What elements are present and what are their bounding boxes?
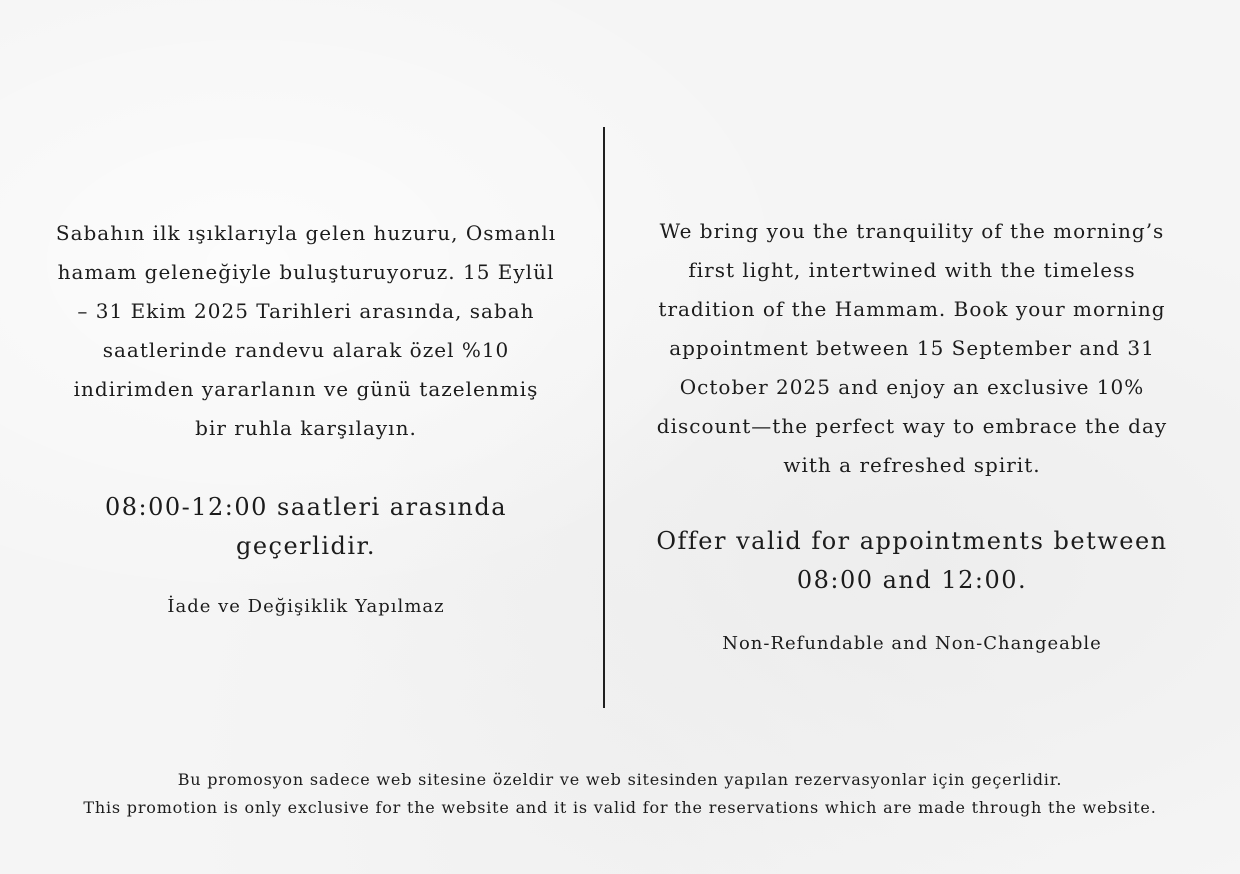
english-offer-description: We bring you the tranquility of the morning’s first light, intertwined with the timeless tradition of the Hammam. Book your morning appointment between 15 September and 31 October 2025 and enjoy an exclusive 10% discount—the perfect way to embrace the day with a refreshed spirit. xyxy=(656,219,1168,477)
turkish-valid-hours: 08:00-12:00 saatleri arasında geçerlidir. xyxy=(104,493,507,560)
footer-disclaimer-turkish: Bu promosyon sadece web sitesine özeldir ve web sitesinden yapılan rezervasyonlar için geçerlidir. xyxy=(177,770,1063,789)
turkish-refund-policy: İade ve Değişiklik Yapılmaz xyxy=(167,596,445,617)
english-column xyxy=(648,212,1176,656)
english-valid-hours: Offer valid for appointments between 08:00 and 12:00. xyxy=(656,527,1168,594)
turkish-offer-description: Sabahın ilk ışıklarıyla gelen huzuru, Osmanlı hamam geleneğiyle buluşturuyoruz. 15 Eylül – 31 Ekim 2025 Tarihleri arasında, sabah saatlerinde randevu alarak özel %10 indirimden yararlanın ve günü tazelenmiş bir ruhla karşılayın. xyxy=(55,221,557,440)
footer-disclaimer xyxy=(0,766,1240,822)
footer-disclaimer-english: This promotion is only exclusive for the website and it is valid for the reservations which are made through the website. xyxy=(83,798,1157,817)
english-refund-policy: Non-Refundable and Non-Changeable xyxy=(722,633,1102,654)
vertical-divider xyxy=(603,127,605,708)
turkish-column xyxy=(55,214,557,619)
